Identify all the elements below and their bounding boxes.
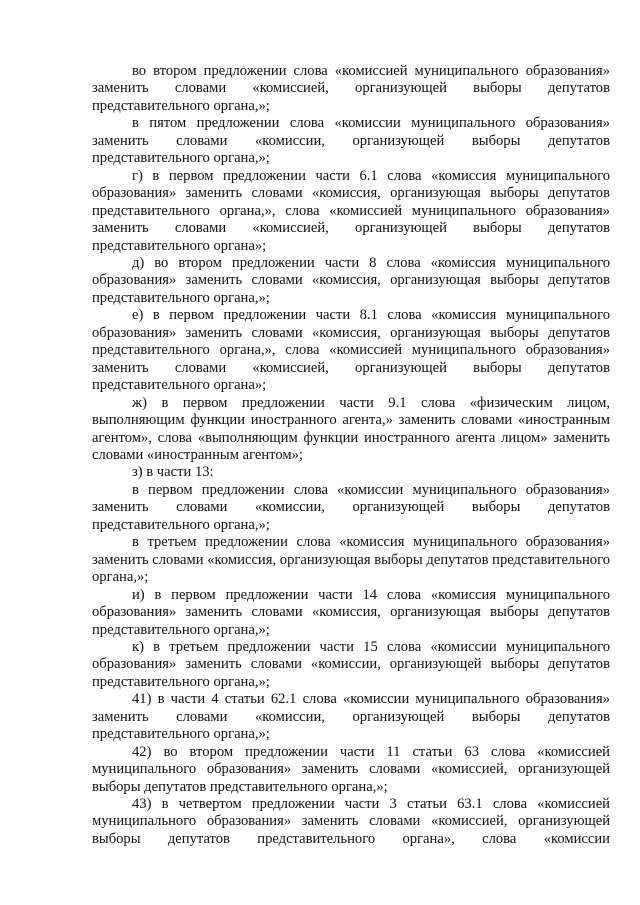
document-page <box>92 63 610 848</box>
paragraph: 43) в четвертом предложении части 3 статьи 63.1 слова «комиссией муниципального образования» заменить словами «комиссией, организующей выборы депутатов представительного органа», слова «комиссии <box>92 796 610 847</box>
paragraph: е) в первом предложении части 8.1 слова «комиссия муниципального образования» заменить словами «комиссия, организующая выборы депутатов представительного органа,», слова «комиссией муниципального образования» заменить словами «комиссией, организующей выборы депутатов представительного органа»; <box>92 307 610 394</box>
paragraph: и) в первом предложении части 14 слова «комиссия муниципального образования» заменить словами «комиссия, организующая выборы депутатов представительного органа,»; <box>92 586 610 638</box>
paragraph: во втором предложении слова «комиссией муниципального образования» заменить словами «комиссией, организующей выборы депутатов представительного органа,»; <box>92 63 610 114</box>
paragraph: г) в первом предложении части 6.1 слова «комиссия муниципального образования» заменить словами «комиссия, организующая выборы депутатов представительного органа,», слова «комиссией муниципального образования» заменить словами «комиссией, организующей выборы депутатов представительного органа»; <box>92 167 610 254</box>
paragraph: 42) во втором предложении части 11 статьи 63 слова «комиссией муниципального образования» заменить словами «комиссией, организующей выборы депутатов представительного органа,»; <box>92 743 610 795</box>
paragraph: з) в части 13: <box>132 464 214 481</box>
paragraph: в третьем предложении слова «комиссия муниципального образования» заменить словами «комиссия, организующая выборы депутатов представительного органа,»; <box>92 534 610 586</box>
paragraph: к) в третьем предложении части 15 слова «комиссии муниципального образования» заменить словами «комиссии, организующей выборы депутатов представительного органа,»; <box>92 638 610 690</box>
paragraph: в пятом предложении слова «комиссии муниципального образования» заменить словами «комиссии, организующей выборы депутатов представительного органа,»; <box>92 115 610 167</box>
paragraph: в первом предложении слова «комиссии муниципального образования» заменить словами «комиссии, организующей выборы депутатов представительного органа,»; <box>92 481 610 533</box>
paragraph: д) во втором предложении части 8 слова «комиссия муниципального образования» заменить словами «комиссия, организующая выборы депутатов представительного органа,»; <box>92 254 610 306</box>
paragraph: 41) в части 4 статьи 62.1 слова «комиссии муниципального образования» заменить словами «комиссии, организующей выборы депутатов представительного органа,»; <box>92 691 610 743</box>
paragraph: ж) в первом предложении части 9.1 слова «физическим лицом, выполняющим функции иностранного агента,» заменить словами «иностранным агентом», слова «выполняющим функции иностранного агента лицом» заменить словами «иностранным агентом»; <box>92 394 610 463</box>
